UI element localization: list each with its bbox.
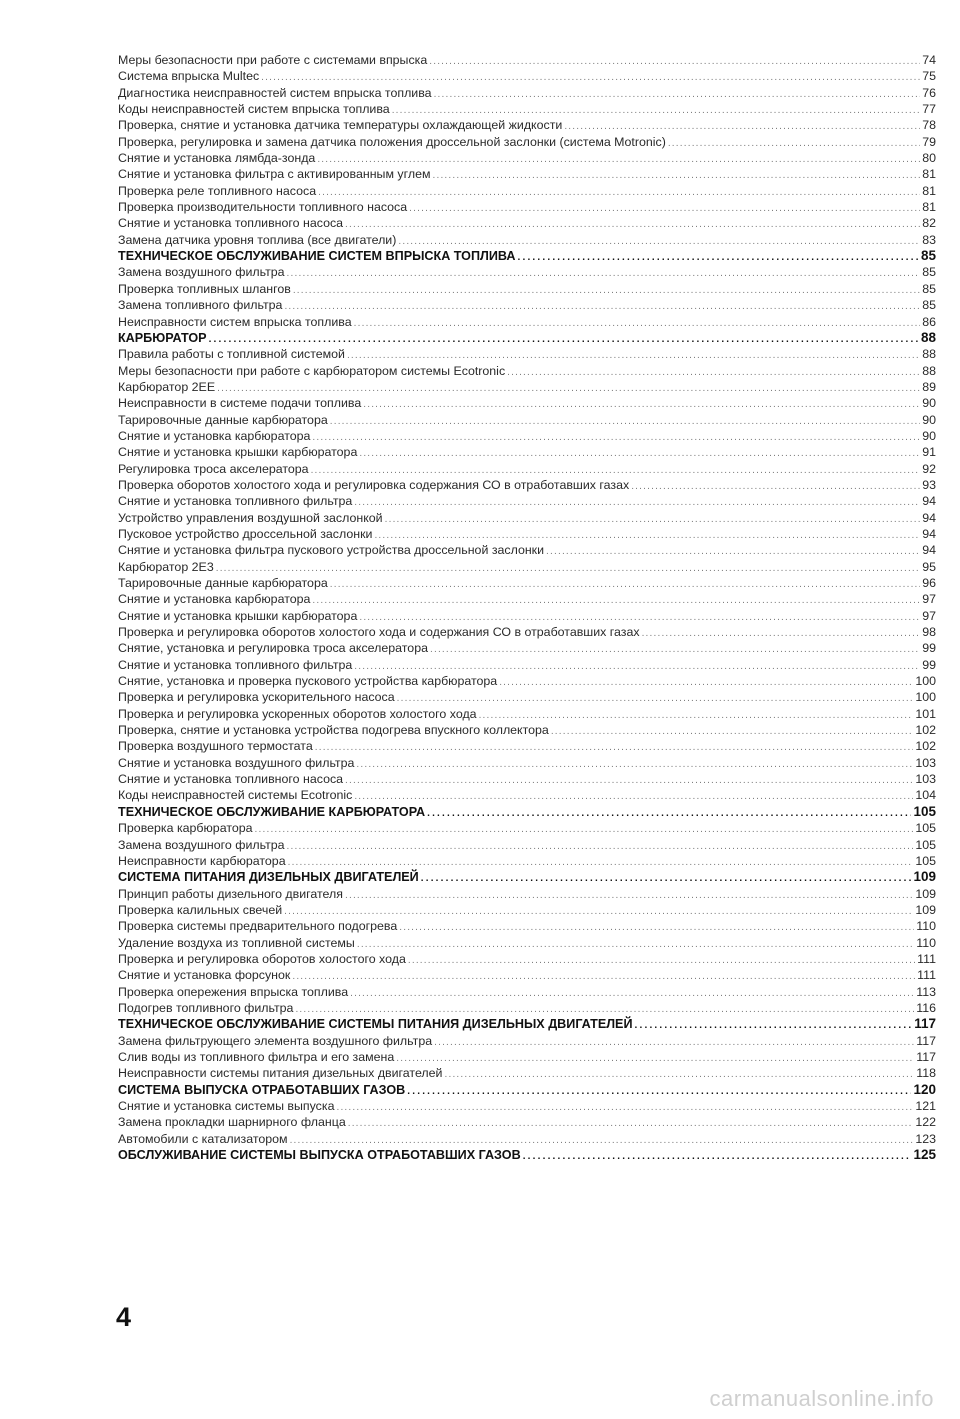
dot-leader (292, 969, 915, 985)
dot-leader (434, 87, 921, 103)
toc-entry-page: 105 (915, 821, 936, 836)
dot-leader (354, 495, 920, 511)
toc-entry (118, 738, 936, 754)
toc-entry (118, 591, 936, 607)
toc-entry-title: Подогрев топливного фильтра (118, 1000, 294, 1015)
toc-entry (118, 608, 936, 624)
toc-entry (118, 314, 936, 330)
toc-entry (118, 85, 936, 101)
dot-leader (336, 1100, 913, 1116)
toc-entry (118, 787, 936, 803)
toc-entry (118, 183, 936, 199)
toc-entry-title: Замена фильтрующего элемента воздушного фильтра (118, 1033, 433, 1048)
toc-entry-page: 92 (922, 461, 936, 476)
dot-leader (356, 757, 913, 773)
toc-entry (118, 755, 936, 771)
toc-entry-page: 83 (922, 232, 936, 247)
toc-entry-title: Тарировочные данные карбюратора (118, 576, 328, 590)
toc-entry-page: 101 (915, 706, 936, 721)
toc-entry-title: Принцип работы дизельного двигателя (118, 886, 343, 901)
toc-section-heading (118, 1147, 936, 1163)
toc-entry-title: Проверка системы предварительного подогрева (118, 919, 398, 934)
toc-entry-title: Коды неисправностей системы Ecotronic (118, 788, 353, 803)
toc-entry-title: Замена датчика уровня топлива (все двигатели) (118, 232, 397, 247)
toc-entry-title: Проверка и регулировка ускоренных оборотов холостого хода (118, 706, 477, 721)
toc-entry (118, 1131, 936, 1147)
toc-entry-page: 85 (920, 248, 936, 264)
toc-entry-page: 81 (922, 200, 936, 215)
watermark-text: carmanualsonline.info (709, 1386, 934, 1411)
dot-leader (318, 185, 920, 201)
toc-entry-page: 88 (922, 347, 936, 362)
toc-entry-page: 90 (922, 412, 936, 427)
toc-entry-title: Проверка воздушного термостата (118, 739, 313, 754)
toc-entry (118, 559, 936, 575)
toc-entry (118, 346, 936, 362)
toc-entry (118, 1049, 936, 1065)
dot-leader (635, 1018, 913, 1034)
dot-leader (421, 871, 912, 887)
toc-entry (118, 771, 936, 787)
toc-entry (118, 575, 936, 591)
toc-entry (118, 264, 936, 280)
toc-entry-page: 103 (915, 755, 936, 770)
toc-entry (118, 232, 936, 248)
dot-leader (407, 1084, 911, 1100)
toc-entry-title: Слив воды из топливного фильтра и его замена (118, 1049, 395, 1064)
toc-entry-title: Регулировка троса акселератора (118, 461, 309, 476)
toc-entry-title: ТЕХНИЧЕСКОЕ ОБСЛУЖИВАНИЕ КАРБЮРАТОРА (118, 804, 426, 819)
dot-leader (523, 1149, 912, 1165)
toc-entry-page: 88 (920, 329, 936, 345)
toc-entry-title: Проверка производительности топливного насоса (118, 200, 408, 215)
dot-leader (507, 365, 920, 381)
toc-entry (118, 673, 936, 689)
toc-entry-title: Проверка топливных шлангов (118, 281, 291, 296)
toc-entry-title: ТЕХНИЧЕСКОЕ ОБСЛУЖИВАНИЕ СИСТЕМ ВПРЫСКА ТОПЛИВА (118, 249, 516, 264)
toc-entry (118, 935, 936, 951)
toc-entry-title: Проверка и регулировка оборотов холостого хода (118, 951, 406, 966)
toc-entry-page: 100 (915, 690, 936, 705)
toc-entry-title: Снятие и установка форсунок (118, 968, 291, 983)
toc-entry-title: Проверка калильных свечей (118, 902, 283, 917)
toc-entry-title: Снятие и установка системы выпуска (118, 1099, 335, 1113)
dot-leader (354, 789, 913, 805)
toc-entry (118, 1065, 936, 1081)
toc-entry-title: Удаление воздуха из топливной системы (118, 935, 355, 950)
toc-entry (118, 101, 936, 117)
toc-entry-page: 118 (916, 1066, 936, 1081)
dot-leader (287, 266, 921, 282)
toc-entry (118, 477, 936, 493)
toc-entry-title: Снятие и установка крышки карбюратора (118, 608, 358, 623)
toc-entry-title: Карбюратор 2ЕЕ (118, 379, 216, 394)
toc-entry (118, 68, 936, 84)
toc-entry-page: 80 (922, 151, 936, 166)
toc-entry-page: 77 (922, 102, 936, 117)
toc-entry-title: Снятие и установка карбюратора (118, 428, 311, 443)
dot-leader (284, 299, 920, 315)
toc-entry-title: Проверка, снятие и установка датчика температуры охлаждающей жидкости (118, 118, 563, 133)
dot-leader (546, 544, 920, 560)
toc-entry-title: СИСТЕМА ПИТАНИЯ ДИЗЕЛЬНЫХ ДВИГАТЕЛЕЙ (118, 870, 419, 885)
dot-leader (345, 888, 913, 904)
toc-entry-title: Меры безопасности при работе с карбюратором системы Ecotronic (118, 363, 506, 378)
toc-entry (118, 444, 936, 460)
dot-leader (312, 430, 920, 446)
toc-entry (118, 363, 936, 379)
toc-entry-title: Проверка опережения впрыска топлива (118, 984, 349, 999)
toc-entry-page: 117 (916, 1033, 936, 1048)
toc-entry (118, 657, 936, 673)
toc-entry-title: Проверка оборотов холостого хода и регулировка содержания СО в отработавших газах (118, 477, 630, 492)
toc-entry-title: Диагностика неисправностей систем впрыска топлива (118, 85, 432, 100)
table-of-contents (118, 52, 936, 1163)
toc-entry-page: 85 (922, 265, 936, 280)
toc-section-heading (118, 248, 936, 264)
toc-entry-title: Проверка, регулировка и замена датчика положения дроссельной заслонки (система Motronic) (118, 134, 666, 149)
toc-entry (118, 918, 936, 934)
dot-leader (385, 512, 921, 528)
toc-entry-page: 117 (916, 1049, 936, 1064)
toc-entry-title: ТЕХНИЧЕСКОЕ ОБСЛУЖИВАНИЕ СИСТЕМЫ ПИТАНИЯ ДИЗЕЛЬНЫХ ДВИГАТЕЛЕЙ (118, 1017, 633, 1032)
toc-entry-page: 99 (922, 641, 936, 656)
toc-entry (118, 199, 936, 215)
toc-entry-page: 113 (916, 984, 936, 999)
toc-entry-page: 93 (922, 477, 936, 492)
toc-entry (118, 902, 936, 918)
toc-entry (118, 510, 936, 526)
toc-entry-page: 110 (916, 919, 936, 934)
toc-entry (118, 150, 936, 166)
toc-entry (118, 624, 936, 640)
toc-entry-page: 121 (915, 1099, 936, 1113)
toc-entry-page: 75 (922, 69, 936, 84)
toc-entry-page: 123 (915, 1131, 936, 1146)
toc-entry-title: Карбюратор 2Е3 (118, 559, 214, 574)
toc-entry (118, 1000, 936, 1016)
toc-entry (118, 886, 936, 902)
toc-entry-page: 111 (917, 951, 936, 966)
toc-entry (118, 52, 936, 68)
toc-entry-page: 85 (922, 298, 936, 313)
dot-leader (408, 953, 915, 969)
toc-entry-page: 104 (915, 788, 936, 803)
toc-entry-title: Пусковое устройство дроссельной заслонки (118, 526, 373, 541)
toc-entry-title: Замена воздушного фильтра (118, 837, 285, 852)
toc-entry-title: Снятие и установка карбюратора (118, 592, 311, 607)
dot-leader (359, 446, 920, 462)
toc-entry-title: Снятие и установка фильтра пускового устройства дроссельной заслонки (118, 543, 545, 558)
toc-entry-title: Устройство управления воздушной заслонкой (118, 510, 383, 525)
toc-entry-page: 74 (922, 53, 936, 67)
toc-entry-title: Снятие и установка топливного насоса (118, 772, 344, 787)
dot-leader (433, 168, 921, 184)
toc-entry-page: 76 (922, 85, 936, 100)
toc-entry (118, 1098, 936, 1114)
toc-entry-page: 117 (914, 1016, 936, 1032)
page-number: 4 (116, 1302, 132, 1332)
toc-entry (118, 428, 936, 444)
toc-entry-page: 98 (922, 625, 936, 640)
toc-section-heading (118, 1016, 936, 1032)
toc-entry (118, 117, 936, 133)
toc-entry-page: 78 (922, 118, 936, 133)
toc-entry (118, 722, 936, 738)
toc-entry-page: 79 (922, 134, 936, 149)
toc-entry (118, 493, 936, 509)
dot-leader (434, 1035, 914, 1051)
toc-entry (118, 820, 936, 836)
toc-entry-title: Правила работы с топливной системой (118, 347, 345, 362)
toc-entry-page: 88 (922, 363, 936, 378)
toc-section-heading (118, 804, 936, 820)
dot-leader (357, 937, 914, 953)
toc-entry-page: 86 (922, 314, 936, 329)
toc-entry-page: 102 (915, 723, 936, 738)
toc-entry-title: Снятие и установка крышки карбюратора (118, 445, 358, 460)
toc-entry (118, 542, 936, 558)
toc-entry-page: 109 (913, 869, 936, 885)
toc-entry-title: Замена прокладки шарнирного фланца (118, 1115, 346, 1130)
toc-entry (118, 706, 936, 722)
toc-entry (118, 1033, 936, 1049)
toc-entry (118, 837, 936, 853)
toc-entry-page: 90 (922, 396, 936, 411)
dot-leader (517, 250, 918, 266)
toc-entry-page: 105 (915, 853, 936, 868)
dot-leader (287, 839, 914, 855)
toc-entry (118, 967, 936, 983)
toc-entry-title: Меры безопасности при работе с системами впрыска (118, 53, 428, 67)
toc-entry-page: 82 (922, 216, 936, 231)
toc-entry-title: ОБСЛУЖИВАНИЕ СИСТЕМЫ ВЫПУСКА ОТРАБОТАВШИХ ГАЗОВ (118, 1148, 521, 1163)
dot-leader (315, 740, 914, 756)
toc-entry-page: 122 (915, 1115, 936, 1130)
toc-entry (118, 134, 936, 150)
toc-entry-page: 109 (915, 886, 936, 901)
toc-entry (118, 412, 936, 428)
toc-section-heading (118, 869, 936, 885)
toc-entry-title: Снятие и установка топливного насоса (118, 216, 344, 231)
toc-entry-title: КАРБЮРАТОР (118, 330, 207, 345)
toc-entry-title: Снятие, установка и регулировка троса акселератора (118, 641, 428, 656)
toc-entry-page: 81 (922, 167, 936, 182)
toc-entry-page: 99 (922, 657, 936, 672)
toc-entry-title: Система впрыска Multec (118, 69, 260, 84)
toc-entry-title: Снятие и установка фильтра с активированным углем (118, 167, 431, 182)
toc-entry (118, 379, 936, 395)
toc-entry-title: Снятие и установка топливного фильтра (118, 657, 353, 672)
toc-entry-page: 116 (916, 1000, 936, 1015)
toc-entry-title: Проверка и регулировка ускорительного насоса (118, 690, 395, 705)
dot-leader (350, 986, 914, 1002)
dot-leader (396, 1051, 914, 1067)
toc-entry (118, 984, 936, 1000)
dot-leader (430, 642, 920, 658)
dot-leader (631, 479, 920, 495)
toc-entry-title: Замена топливного фильтра (118, 298, 283, 313)
toc-entry-page: 109 (915, 902, 936, 917)
dot-leader (551, 724, 913, 740)
toc-entry (118, 853, 936, 869)
dot-leader (345, 773, 913, 789)
toc-entry-page: 91 (922, 445, 936, 460)
toc-entry-page: 97 (922, 608, 936, 623)
toc-entry-page: 94 (922, 510, 936, 525)
toc-entry-page: 85 (922, 281, 936, 296)
toc-entry-page: 94 (922, 543, 936, 558)
toc-entry-title: Снятие и установка лямбда-зонда (118, 151, 316, 166)
toc-entry-title: Снятие, установка и проверка пускового устройства карбюратора (118, 674, 498, 689)
toc-entry-title: Неисправности систем впрыска топлива (118, 314, 352, 329)
dot-leader (429, 54, 920, 70)
toc-entry-page: 102 (915, 739, 936, 754)
toc-entry-title: Снятие и установка воздушного фильтра (118, 755, 355, 770)
dot-leader (363, 397, 920, 413)
dot-leader (427, 806, 911, 822)
toc-entry-title: Проверка, снятие и установка устройства подогрева впускного коллектора (118, 723, 549, 738)
dot-leader (255, 822, 914, 838)
dot-leader (409, 201, 920, 217)
toc-entry-page: 100 (915, 674, 936, 689)
toc-entry-page: 120 (913, 1081, 936, 1097)
toc-entry-page: 110 (916, 935, 936, 950)
toc-entry-title: Тарировочные данные карбюратора (118, 412, 328, 427)
dot-leader (345, 217, 920, 233)
toc-entry (118, 689, 936, 705)
toc-entry (118, 461, 936, 477)
toc-entry-title: Неисправности карбюратора (118, 853, 286, 868)
toc-entry-page: 90 (922, 428, 936, 443)
toc-entry-page: 103 (915, 772, 936, 787)
dot-leader (444, 1067, 914, 1083)
dot-leader (348, 1116, 914, 1132)
toc-entry (118, 297, 936, 313)
toc-entry (118, 166, 936, 182)
toc-entry-title: Снятие и установка топливного фильтра (118, 494, 353, 509)
toc-entry-title: Неисправности системы питания дизельных двигателей (118, 1066, 443, 1081)
toc-entry (118, 215, 936, 231)
toc-entry (118, 951, 936, 967)
dot-leader (312, 593, 920, 609)
toc-entry-title: Неисправности в системе подачи топлива (118, 396, 362, 411)
dot-leader (642, 626, 921, 642)
toc-entry-page: 97 (922, 592, 936, 607)
toc-entry-page: 89 (922, 379, 936, 394)
dot-leader (330, 414, 920, 430)
toc-entry-title: СИСТЕМА ВЫПУСКА ОТРАБОТАВШИХ ГАЗОВ (118, 1082, 406, 1097)
toc-entry-page: 95 (922, 559, 936, 574)
toc-entry (118, 1114, 936, 1130)
toc-entry-page: 94 (922, 494, 936, 509)
toc-entry-page: 105 (915, 837, 936, 852)
toc-entry-page: 111 (917, 968, 936, 983)
toc-entry-title: Автомобили с катализатором (118, 1131, 288, 1146)
toc-section-heading (118, 1082, 936, 1098)
toc-entry-title: Коды неисправностей систем впрыска топлива (118, 102, 390, 117)
toc-entry-page: 105 (913, 803, 936, 819)
dot-leader (293, 283, 920, 299)
dot-leader (668, 136, 920, 152)
dot-leader (330, 577, 920, 593)
toc-entry (118, 640, 936, 656)
toc-entry-page: 81 (922, 183, 936, 198)
toc-entry-title: Проверка и регулировка оборотов холостого хода и содержания СО в отработавших газах (118, 625, 640, 640)
toc-entry-page: 125 (913, 1147, 936, 1163)
dot-leader (499, 675, 913, 691)
dot-leader (399, 920, 914, 936)
toc-entry-page: 96 (922, 576, 936, 590)
toc-entry-title: Проверка реле топливного насоса (118, 183, 317, 198)
dot-leader (354, 316, 921, 332)
toc-entry (118, 526, 936, 542)
toc-entry (118, 281, 936, 297)
toc-entry-title: Замена воздушного фильтра (118, 265, 285, 280)
toc-entry-page: 94 (922, 526, 936, 541)
toc-entry-title: Проверка карбюратора (118, 821, 253, 836)
toc-entry (118, 395, 936, 411)
toc-section-heading (118, 330, 936, 346)
